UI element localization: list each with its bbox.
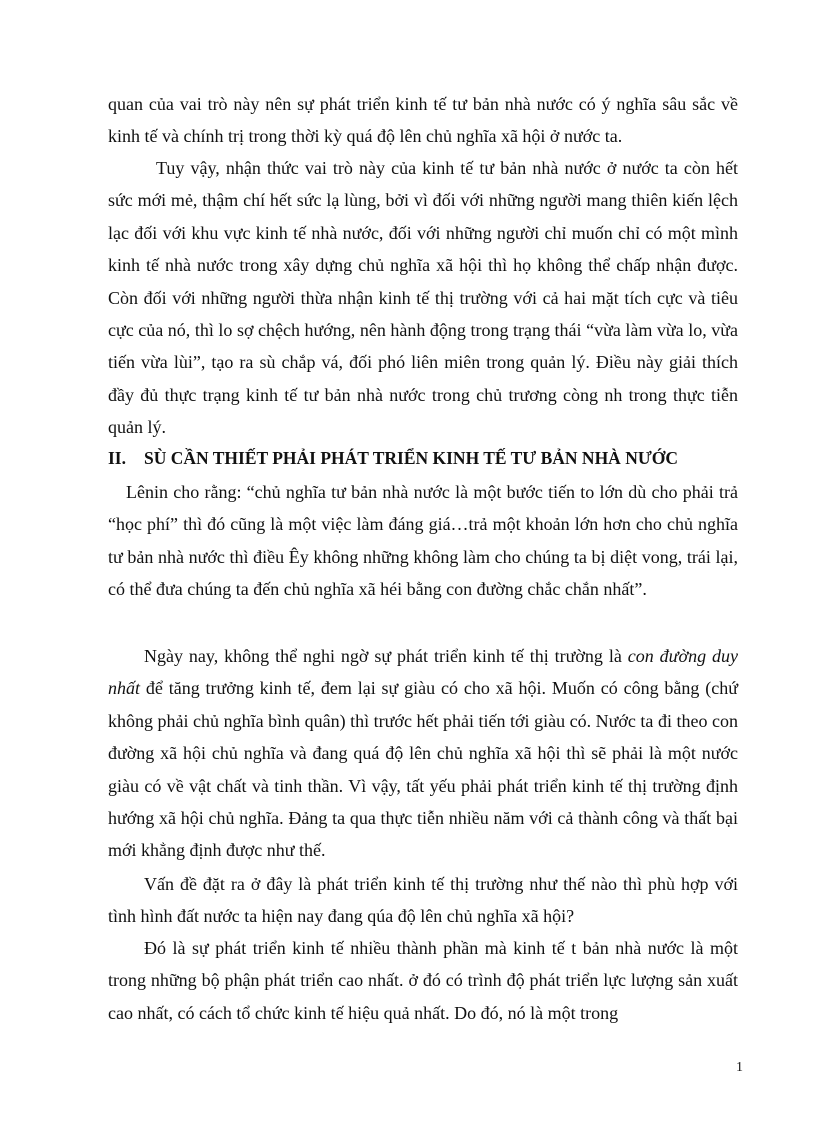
- section-number: II.: [108, 448, 126, 468]
- page-number: 1: [736, 1060, 743, 1075]
- emphasis-only-path: con đường duy nhất: [108, 646, 738, 699]
- paragraph-lenin-quote: Lênin cho rằng: “chủ nghĩa tư bản nhà nước là một bước tiến to lớn dù cho phải trả “học phí” thì đó cũng là một việc làm đáng giá…trả một khoản lớn hơn cho chủ nghĩa tư bản nhà nước thì điều Êy không những không làm cho chúng ta bị diệt vong, trái lại, có thể đưa chúng ta đến chủ nghĩa xã héi bằng con đường chắc chắn nhất”.: [108, 482, 738, 600]
- paragraph-market-economy-end: để tăng trưởng kinh tế, đem lại sự giàu có cho xã hội. Muốn có công bằng (chứ không phải chủ nghĩa bình quân) thì trước hết phải tiến tới giàu có. Nước ta đi theo con đường xã hội chủ nghĩa và đang quá độ lên chủ nghĩa xã hội thì sẽ phải là một nước giàu có về vật chất và tinh thần. Vì vậy, tất yếu phải phát triển kinh tế thị trường định hướng xã hội chủ nghĩa. Đảng ta qua thực tiễn nhiều năm với cả thành công và thất bại mới khẳng định được như thế.: [108, 678, 738, 861]
- paragraph-market-economy-start: Ngày nay, không thể nghi ngờ sự phát triển kinh tế thị trường là: [144, 646, 628, 666]
- paragraph-awareness: Tuy vậy, nhận thức vai trò này của kinh tế tư bản nhà nước ở nước ta còn hết sức mới mẻ, thậm chí hết sức lạ lùng, bởi vì đối với những người mang thiên kiến lệch lạc đối với khu vực kinh tế nhà nước, đối với những người chỉ muốn chỉ có một mình kinh tế nhà nước trong xây dựng chủ nghĩa xã hội thì họ không thể chấp nhận được. Còn đối với những người thừa nhận kinh tế thị trường với cả hai mặt tích cực và tiêu cực của nó, thì lo sợ chệch hướng, nên hành động trong trạng thái “vừa làm vừa lo, vừa tiến vừa lùi”, tạo ra sù chắp vá, đối phó liên miên trong quản lý. Điều này giải thích đầy đủ thực trạng kinh tế tư bản nhà nước trong chủ trương còng nh trong thực tiễn quản lý.: [108, 158, 738, 438]
- paragraph-answer: Đó là sự phát triển kinh tế nhiều thành phần mà kinh tế t bản nhà nước là một trong những bộ phận phát triển cao nhất. ở đó có trình độ phát triển lực lượng sản xuất cao nhất, có cách tổ chức kinh tế hiệu quả nhất. Do đó, nó là một trong: [108, 938, 738, 1023]
- paragraph-intro: quan của vai trò này nên sự phát triển kinh tế tư bản nhà nước có ý nghĩa sâu sắc về kinh tế và chính trị trong thời kỳ quá độ lên chủ nghĩa xã hội ở nước ta.: [108, 94, 738, 147]
- paragraph-market-economy: [108, 640, 738, 867]
- section-heading: [108, 448, 748, 469]
- section-title: SÙ CẦN THIẾT PHẢI PHÁT TRIỂN KINH TẾ TƯ BẢN NHÀ NƯỚC: [144, 448, 679, 468]
- paragraph-question: Vấn đề đặt ra ở đây là phát triển kinh tế thị trường như thế nào thì phù hợp với tình hình đất nước ta hiện nay đang qúa độ lên chủ nghĩa xã hội?: [108, 874, 738, 927]
